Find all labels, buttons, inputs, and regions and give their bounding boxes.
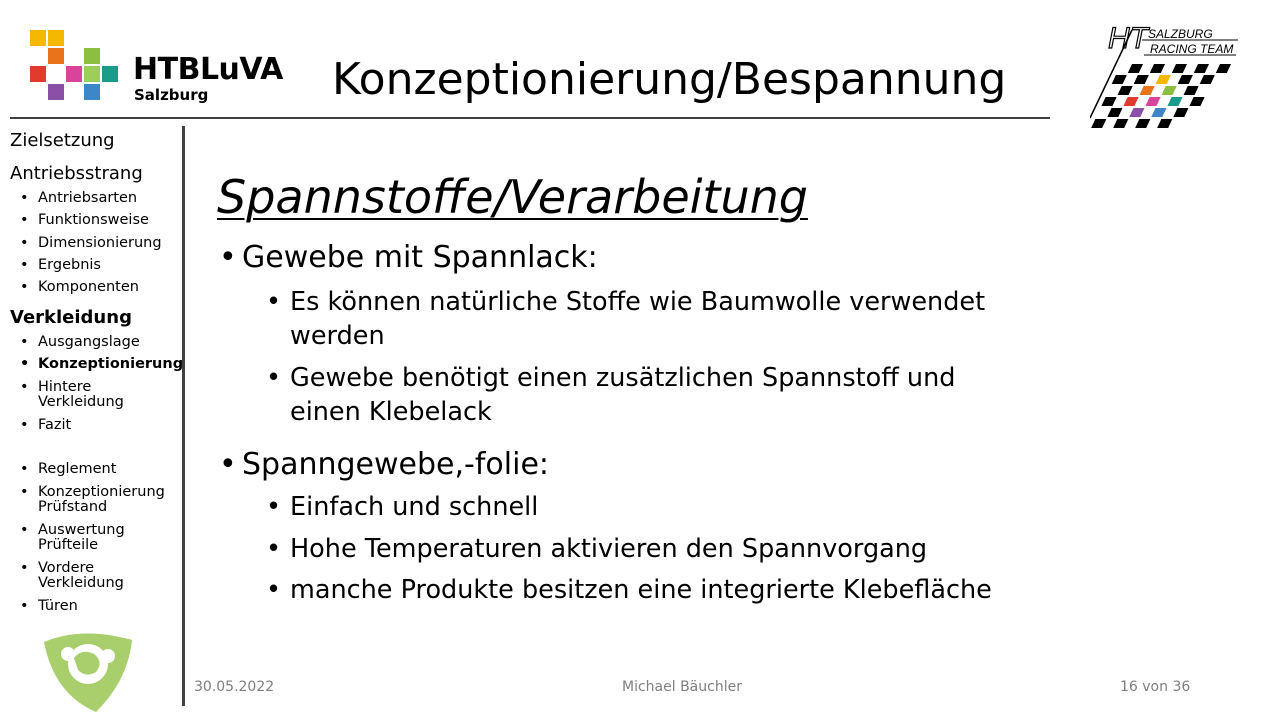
title-divider [10, 117, 1050, 119]
sidebar-item-konzeptionierung-pruefstand[interactable]: • Konzeptionierung Prüfstand [20, 484, 165, 515]
sidebar-divider [182, 126, 185, 706]
sub-bullet-temperaturen: • Hohe Temperaturen aktivieren den Spannvorgang [266, 534, 928, 564]
school-logo-subtext: Salzburg [134, 86, 209, 104]
racing-team-logo [1090, 18, 1250, 130]
sidebar-item-komponenten[interactable]: • Komponenten [20, 279, 139, 295]
footer-author: Michael Bäuchler [622, 679, 742, 695]
sidebar-item-auswertung-pruefteile[interactable]: • Auswertung Prüfteile [20, 522, 125, 553]
svg-text:HT: HT [1108, 22, 1148, 55]
section-heading: Spannstoffe/Verarbeitung [217, 170, 808, 224]
sub-bullet-einfach: • Einfach und schnell [266, 492, 539, 522]
team-logo-line-2: RACING TEAM [1150, 42, 1234, 56]
bullet-marker: • [266, 575, 282, 605]
sidebar-item-ergebnis[interactable]: • Ergebnis [20, 257, 101, 273]
sidebar-section-zielsetzung[interactable]: Zielsetzung [10, 130, 115, 151]
bullet-marker: • [219, 240, 237, 275]
footer-page-number: 16 von 36 [1120, 679, 1191, 695]
sidebar-item-funktionsweise[interactable]: • Funktionsweise [20, 212, 149, 228]
sidebar-item-ausgangslage[interactable]: • Ausgangslage [20, 334, 140, 350]
sub-bullet-klebeflaeche: • manche Produkte besitzen eine integrierte Klebefläche [266, 575, 992, 605]
school-logo-mark [28, 30, 122, 104]
slide-title: Konzeptionierung/Bespannung [332, 54, 1007, 105]
bullet-marker: • [219, 447, 237, 482]
sub-bullet-spannstoff: • Gewebe benötigt einen zusätzlichen Spannstoff und einen Klebelack [266, 363, 956, 427]
sidebar-item-antriebsarten[interactable]: • Antriebsarten [20, 190, 138, 206]
bullet-marker: • [266, 534, 282, 564]
sidebar-item-fazit[interactable]: • Fazit [20, 417, 72, 433]
footer-date: 30.05.2022 [194, 679, 275, 695]
bullet-marker: • [266, 363, 282, 393]
bullet-marker: • [266, 492, 282, 522]
sidebar-item-konzeptionierung-active[interactable]: • Konzeptionierung [20, 356, 184, 372]
sidebar-item-hintere-verkleidung[interactable]: • Hintere Verkleidung [20, 379, 124, 410]
sidebar-item-dimensionierung[interactable]: • Dimensionierung [20, 235, 162, 251]
school-logo-text: HTBLuVA [133, 52, 283, 87]
team-shield-logo [38, 628, 138, 714]
sidebar-section-antriebsstrang[interactable]: Antriebsstrang [10, 163, 143, 184]
sidebar-item-vordere-verkleidung[interactable]: • Vordere Verkleidung [20, 560, 124, 591]
bullet-group-gewebe: • Gewebe mit Spannlack: [219, 240, 598, 275]
sidebar-item-reglement[interactable]: • Reglement [20, 461, 117, 477]
sidebar-item-tueren[interactable]: • Türen [20, 598, 78, 614]
sub-bullet-baumwolle: • Es können natürliche Stoffe wie Baumwolle verwendet werden [266, 287, 986, 351]
bullet-marker: • [266, 287, 282, 317]
team-logo-line-1: SALZBURG [1148, 27, 1213, 41]
sidebar-section-verkleidung[interactable]: Verkleidung [10, 307, 132, 328]
bullet-group-spanngewebe: • Spanngewebe,-folie: [219, 447, 550, 482]
